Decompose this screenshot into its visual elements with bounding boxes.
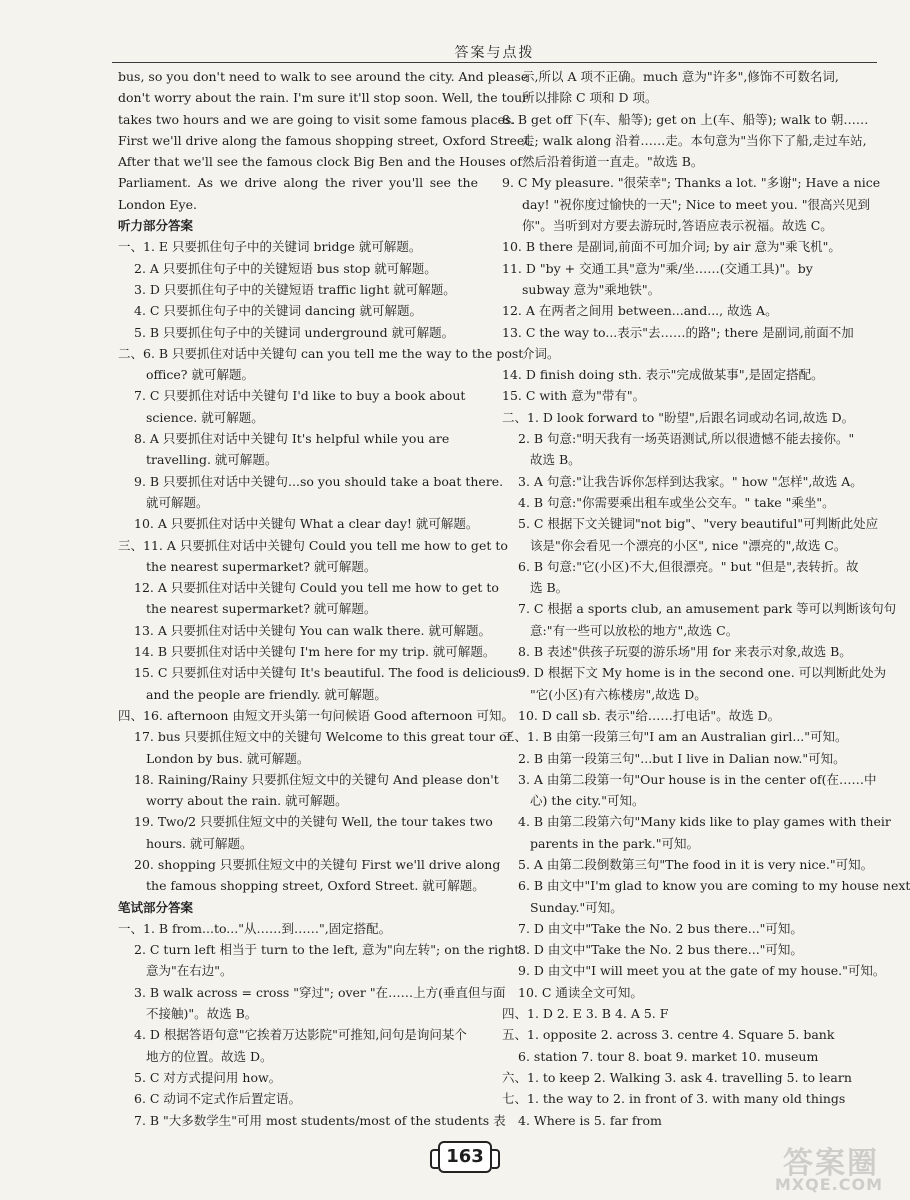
answer-line: 2. B 由第一段第三句"...but I live in Dalian now."可知。 — [518, 750, 846, 766]
answer-line: the nearest supermarket? 就可解题。 — [146, 601, 377, 617]
answer-line: 3. A 句意:"让我告诉你怎样到达我家。" how "怎样",故选 A。 — [518, 473, 863, 489]
answer-line: 介词。 — [522, 345, 560, 361]
answer-line: 10. C 通读全文可知。 — [518, 984, 643, 1000]
answer-line: day! "祝你度过愉快的一天"; Nice to meet you. "很高兴见到 — [522, 196, 871, 212]
answer-line: 19. Two/2 只要抓住短文中的关键句 Well, the tour takes two — [134, 814, 493, 830]
answer-line: 选 B。 — [530, 580, 569, 596]
answer-line: 2. C turn left 相当于 turn to the left, 意为"向左转"; on the right — [134, 942, 520, 958]
answer-line: 七、1. the way to 2. in front of 3. with many old things — [502, 1091, 846, 1107]
answer-line: parents in the park."可知。 — [530, 835, 699, 851]
answer-line: London by bus. 就可解题。 — [146, 750, 310, 766]
answer-line: 三、1. B 由第一段第三句"I am an Australian girl..."可知。 — [502, 729, 848, 745]
answer-line: worry about the rain. 就可解题。 — [146, 793, 348, 809]
answer-line: 9. B 只要抓住对话中关键句...so you should take a boat there. — [134, 473, 504, 489]
answer-line: London Eye. — [118, 196, 197, 212]
page-number: 163 — [438, 1141, 492, 1173]
answer-line: 四、16. afternoon 由短文开头第一句问候语 Good afternoon 可知。 — [118, 707, 515, 723]
answer-line: 不接触)"。故选 B。 — [146, 1006, 258, 1022]
answer-line: 8. D 由文中"Take the No. 2 bus there..."可知。 — [518, 942, 803, 958]
answer-line: 就可解题。 — [146, 494, 209, 510]
answer-line: 9. D 根据下文 My home is in the second one. 可以判断此处为 — [518, 665, 887, 681]
answer-line: 意:"有一些可以放松的地方",故选 C。 — [530, 622, 739, 638]
answer-line: 二、1. D look forward to "盼望",后跟名词或动名词,故选 D。 — [502, 409, 855, 425]
answer-line: 2. A 只要抓住句子中的关键短语 bus stop 就可解题。 — [134, 260, 437, 276]
answer-line: 4. C 只要抓住句子中的关键词 dancing 就可解题。 — [134, 303, 422, 319]
answer-line: the famous shopping street, Oxford Street. 就可解题。 — [146, 878, 485, 894]
answer-line: 4. D 根据答语句意"它挨着万达影院"可推知,问句是询问某个 — [134, 1027, 467, 1043]
answer-line: 四、1. D 2. E 3. B 4. A 5. F — [502, 1006, 669, 1022]
answer-line: 一、1. B from...to..."从……到……",固定搭配。 — [118, 920, 392, 936]
answer-line: After that we'll see the famous clock Big Ben and the Houses of — [118, 154, 522, 170]
answer-line: 7. D 由文中"Take the No. 2 bus there..."可知。 — [518, 920, 803, 936]
answer-line: science. 就可解题。 — [146, 409, 264, 425]
answer-line: 6. B 句意:"它(小区)不大,但很漂亮。" but "但是",表转折。故 — [518, 558, 859, 574]
section-heading: 听力部分答案 — [118, 218, 194, 234]
answer-line: 14. D finish doing sth. 表示"完成做某事",是固定搭配。 — [502, 367, 824, 383]
answer-line: 13. A 只要抓住对话中关键句 You can walk there. 就可解题。 — [134, 622, 492, 638]
answer-line: travelling. 就可解题。 — [146, 452, 278, 468]
right-column — [502, 66, 910, 1131]
answer-line: the nearest supermarket? 就可解题。 — [146, 558, 377, 574]
answer-line: 6. B 由文中"I'm glad to know you are coming to my house next — [518, 878, 910, 894]
answer-line: bus, so you don't need to walk to see around the city. And please — [118, 69, 529, 84]
answer-line: 8. B 表述"供孩子玩耍的游乐场"用 for 来表示对象,故选 B。 — [518, 644, 852, 660]
answer-line: 故选 B。 — [530, 452, 581, 468]
answer-line: Sunday."可知。 — [530, 899, 623, 915]
answer-line: 二、6. B 只要抓住对话中关键句 can you tell me the way to the post — [118, 345, 524, 361]
answer-line: 5. A 由第二段倒数第三句"The food in it is very nice."可知。 — [518, 856, 874, 872]
answer-line: 13. C the way to...表示"去……的路"; there 是副词,前面不加 — [502, 324, 854, 340]
answer-line: 意为"在右边"。 — [146, 963, 233, 979]
answer-line: 该是"你会看见一个漂亮的小区", nice "漂亮的",故选 C。 — [530, 537, 847, 553]
answer-line: 15. C 只要抓住对话中关键句 It's beautiful. The food is delicious — [134, 665, 519, 681]
answer-line: "它(小区)有六栋楼房",故选 D。 — [530, 686, 707, 702]
answer-line: 7. B "大多数学生"可用 most students/most of the students 表 — [134, 1112, 506, 1128]
answer-line: Parliament. As we drive along the river you'll see the — [118, 175, 478, 191]
answer-line: 然后沿着街道一直走。"故选 B。 — [522, 154, 704, 170]
watermark-text: 答案圈 — [783, 1146, 879, 1181]
answer-line: 3. A 由第二段第一句"Our house is in the center of(在……中 — [518, 771, 877, 787]
page-footer — [430, 1135, 500, 1175]
answer-line: 5. C 对方式提问用 how。 — [134, 1069, 282, 1085]
answer-line: 3. D 只要抓住句子中的关键短语 traffic light 就可解题。 — [134, 281, 456, 297]
answer-line: 六、1. to keep 2. Walking 3. ask 4. travelling 5. to learn — [502, 1069, 852, 1085]
answer-line: 3. B walk across = cross "穿过"; over "在……上方(垂直但与面 — [134, 984, 506, 1000]
answer-line: 8. A 只要抓住对话中关键句 It's helpful while you are — [134, 431, 450, 447]
answer-line: 4. Where is 5. far from — [518, 1112, 662, 1128]
answer-line: First we'll drive along the famous shopping street, Oxford Street. — [118, 132, 534, 148]
answer-line: 12. A 只要抓住对话中关键句 Could you tell me how to get to — [134, 580, 499, 596]
answer-line: 走; walk along 沿着……走。本句意为"当你下了船,走过车站, — [522, 132, 867, 148]
answer-line: don't worry about the rain. I'm sure it'll stop soon. Well, the tour — [118, 90, 529, 106]
answer-line: 6. station 7. tour 8. boat 9. market 10. museum — [518, 1048, 819, 1064]
answer-line: 14. B 只要抓住对话中关键句 I'm here for my trip. 就可解题。 — [134, 644, 496, 660]
answer-line: 12. A 在两者之间用 between...and..., 故选 A。 — [502, 303, 778, 319]
answer-line: 20. shopping 只要抓住短文中的关键句 First we'll drive along — [134, 856, 501, 872]
answer-line: 7. C 根据 a sports club, an amusement park 等可以判断该句句 — [518, 601, 897, 617]
answer-line: 8. B get off 下(车、船等); get on 上(车、船等); walk to 朝…… — [502, 111, 869, 127]
answer-line: 10. B there 是副词,前面不可加介词; by air 意为"乘飞机"。 — [502, 239, 841, 255]
answer-line: 11. D "by + 交通工具"意为"乘/坐……(交通工具)"。by — [502, 260, 813, 276]
section-heading: 笔试部分答案 — [118, 899, 194, 915]
answer-line: 2. B 句意:"明天我有一场英语测试,所以很遗憾不能去接你。" — [518, 431, 855, 447]
page-header — [112, 40, 877, 63]
answer-line: 五、1. opposite 2. across 3. centre 4. Square 5. bank — [502, 1027, 835, 1043]
answer-line: takes two hours and we are going to visit some famous places. — [118, 111, 516, 127]
answer-line: 一、1. E 只要抓住句子中的关键词 bridge 就可解题。 — [118, 239, 422, 255]
header-title: 答案与点拨 — [454, 45, 535, 61]
answer-line: 10. A 只要抓住对话中关键句 What a clear day! 就可解题。 — [134, 516, 479, 532]
answer-line: 9. C My pleasure. "很荣幸"; Thanks a lot. "多谢"; Have a nice — [502, 175, 881, 191]
answer-line: 5. B 只要抓住句子中的关键词 underground 就可解题。 — [134, 324, 455, 340]
answer-line: 7. C 只要抓住对话中关键句 I'd like to buy a book about — [134, 388, 466, 404]
answer-line: 10. D call sb. 表示"给……打电话"。故选 D。 — [518, 707, 781, 723]
watermark-logo — [737, 1138, 887, 1194]
answer-line: 示,所以 A 项不正确。much 意为"许多",修饰不可数名词, — [522, 69, 839, 84]
answer-line: and the people are friendly. 就可解题。 — [146, 686, 387, 702]
answer-line: 三、11. A 只要抓住对话中关键句 Could you tell me how to get to — [118, 537, 508, 553]
answer-line: office? 就可解题。 — [146, 367, 254, 383]
left-column — [118, 66, 534, 1131]
answer-line: 6. C 动词不定式作后置定语。 — [134, 1091, 301, 1107]
answer-line: 4. B 由第二段第六句"Many kids like to play games with their — [518, 814, 891, 830]
answer-line: hours. 就可解题。 — [146, 835, 253, 851]
answer-line: subway 意为"乘地铁"。 — [522, 281, 661, 297]
answer-line: 心) the city."可知。 — [530, 793, 645, 809]
answer-line: 4. B 句意:"你需要乘出租车或坐公交车。" take "乘坐"。 — [518, 494, 835, 510]
answer-line: 18. Raining/Rainy 只要抓住短文中的关键句 And please don't — [134, 771, 499, 787]
answer-line: 5. C 根据下文关键词"not big"、"very beautiful"可判断此处应 — [518, 516, 879, 532]
answer-line: 所以排除 C 项和 D 项。 — [522, 90, 658, 106]
answer-line: 你"。当听到对方要去游玩时,答语应表示祝福。故选 C。 — [522, 218, 833, 234]
answer-line: 15. C with 意为"带有"。 — [502, 388, 646, 404]
answer-line: 9. D 由文中"I will meet you at the gate of my house."可知。 — [518, 963, 886, 979]
answer-line: 17. bus 只要抓住短文中的关键句 Welcome to this great tour of — [134, 729, 512, 745]
answer-line: 地方的位置。故选 D。 — [146, 1048, 273, 1064]
watermark-url: MXQE.COM — [774, 1175, 883, 1194]
